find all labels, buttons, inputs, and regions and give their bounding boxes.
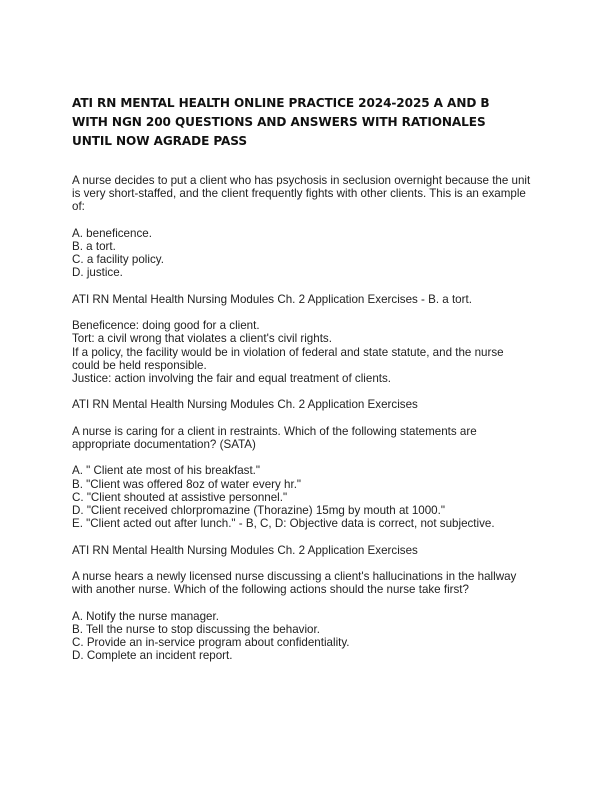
rationale-line: If a policy, the facility would be in violation of federal and state statute, and the nurse could be held responsible.	[72, 345, 504, 372]
question-2-option-a: A. " Client ate most of his breakfast."	[72, 464, 261, 478]
question-3-option-b: B. Tell the nurse to stop discussing the behavior.	[72, 622, 320, 636]
question-2-option-d: D. "Client received chlorpromazine (Thorazine) 15mg by mouth at 1000."	[72, 503, 445, 517]
question-1-option-d: D. justice.	[72, 266, 123, 280]
question-2-source: ATI RN Mental Health Nursing Modules Ch. 2 Application Exercises	[72, 543, 418, 557]
question-3-options	[72, 610, 534, 663]
question-2-option-c: C. "Client shouted at assistive personnel."	[72, 490, 288, 504]
question-3-text: A nurse hears a newly licensed nurse discussing a client's hallucinations in the hallway with another nurse. Which of the following actions should the nurse take first?	[72, 569, 517, 597]
question-1-option-a: A. beneficence.	[72, 226, 152, 240]
question-3-option-a: A. Notify the nurse manager.	[72, 609, 219, 623]
question-2-option-e: E. "Client acted out after lunch." - B, C, D: Objective data is correct, not subjective.	[72, 517, 495, 531]
question-1-source: ATI RN Mental Health Nursing Modules Ch. 2 Application Exercises	[72, 398, 418, 412]
document-body	[72, 174, 534, 676]
question-2-option-b: B. "Client was offered 8oz of water every hr."	[72, 477, 302, 491]
question-1-text: A nurse decides to put a client who has psychosis in seclusion overnight because the unit is very short-staffed, and the client frequently fights with other clients. This is an example of:	[72, 174, 531, 214]
question-1-options	[72, 227, 534, 280]
document-title: ATI RN MENTAL HEALTH ONLINE PRACTICE 2024-2025 A AND B WITH NGN 200 QUESTIONS AND ANSWERS WITH RATIONALES UNTIL NOW AGRADE PASS	[72, 95, 490, 148]
question-3-option-d: D. Complete an incident report.	[72, 649, 233, 663]
question-1-rationale	[72, 319, 534, 385]
rationale-line: Beneficence: doing good for a client.	[72, 319, 260, 333]
rationale-line: Tort: a civil wrong that violates a client's civil rights.	[72, 332, 332, 346]
rationale-line: Justice: action involving the fair and equal treatment of clients.	[72, 372, 392, 385]
question-1-option-c: C. a facility policy.	[72, 253, 164, 267]
question-2-options	[72, 464, 534, 530]
question-1-answer: ATI RN Mental Health Nursing Modules Ch. 2 Application Exercises - B. a tort.	[72, 292, 472, 306]
question-2-text: A nurse is caring for a client in restraints. Which of the following statements are appropriate documentation? (SATA)	[72, 424, 477, 451]
question-3-option-c: C. Provide an in-service program about confidentiality.	[72, 635, 350, 649]
question-1-option-b: B. a tort.	[72, 240, 116, 253]
